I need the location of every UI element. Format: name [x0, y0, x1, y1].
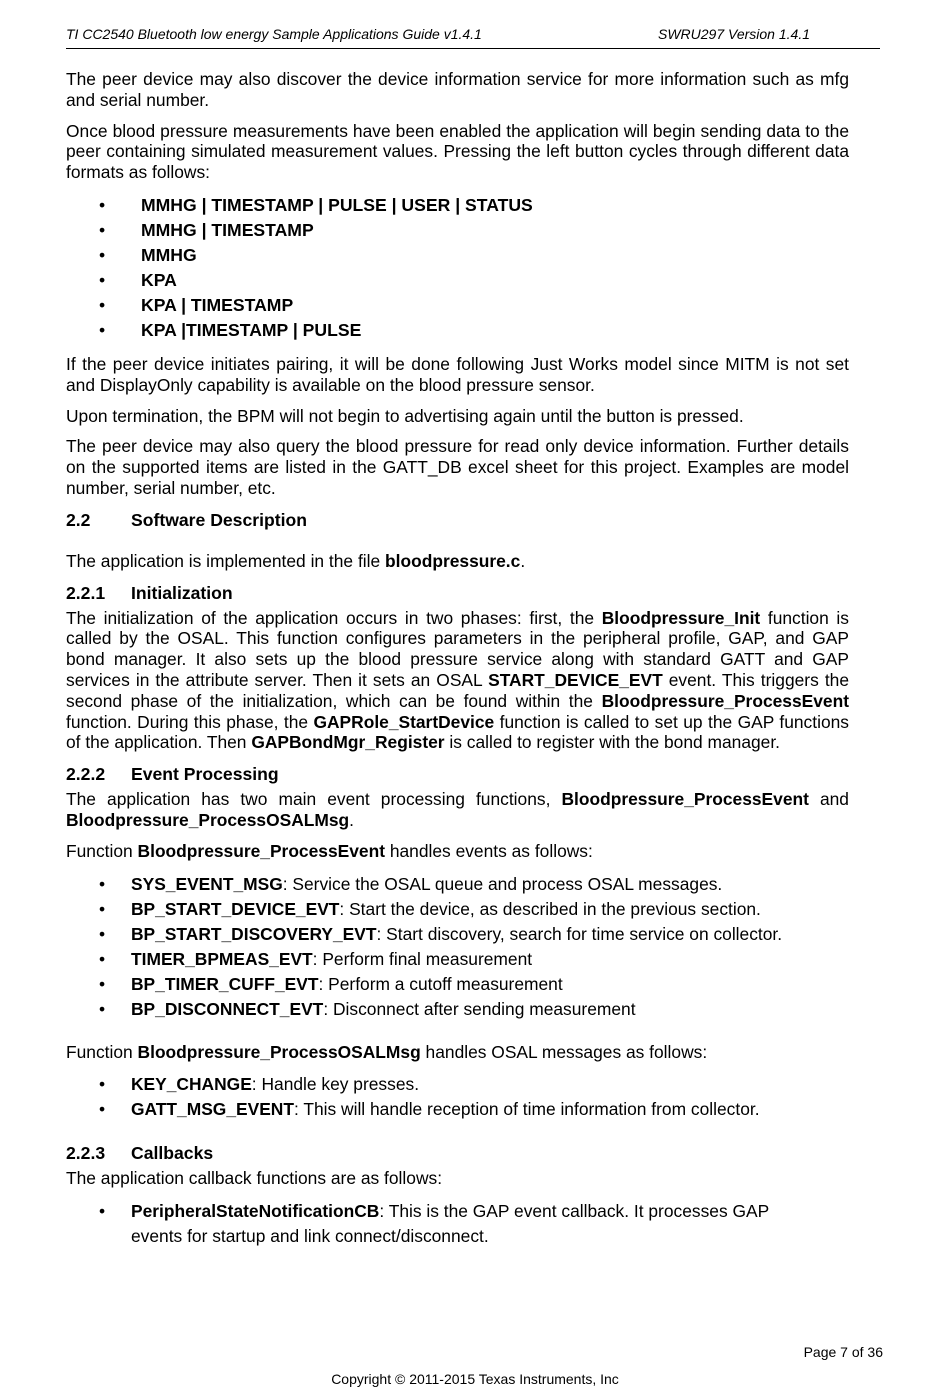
section-heading-callbacks — [66, 1142, 849, 1164]
section-number: 2.2 — [66, 509, 91, 530]
list-item: • MMHG | TIMESTAMP | PULSE | USER | STATUS — [66, 193, 849, 218]
list-item: • MMHG | TIMESTAMP — [66, 218, 849, 243]
header-title: TI CC2540 Bluetooth low energy Sample Applications Guide v1.4.1 — [66, 26, 482, 42]
paragraph-callbacks-intro: The application callback functions are as follows: — [66, 1168, 443, 1189]
paragraph-device-query: The peer device may also query the blood pressure for read only device information. Further details on the supported items are listed in the GATT_DB excel sheet for this project. Examples are model number, serial number, etc. — [66, 436, 849, 498]
list-item: • BP_TIMER_CUFF_EVT: Perform a cutoff measurement — [66, 972, 849, 997]
list-item: • KPA — [66, 268, 849, 293]
section-heading-event-processing — [66, 763, 849, 785]
running-header — [66, 26, 880, 49]
page-body — [66, 69, 849, 1259]
list-item: • PeripheralStateNotificationCB: This is the GAP event callback. It processes GAP events for startup and link connect/disconnect. — [66, 1199, 849, 1249]
paragraph-process-osal: Function Bloodpressure_ProcessOSALMsg handles OSAL messages as follows: — [66, 1041, 708, 1062]
section-number: 2.2.1 — [66, 582, 106, 603]
paragraph-termination: Upon termination, the BPM will not begin to advertising again until the button is pressed. — [66, 405, 744, 426]
list-item: • KEY_CHANGE: Handle key presses. — [66, 1072, 849, 1097]
list-item: • MMHG — [66, 243, 849, 268]
list-item: • TIMER_BPMEAS_EVT: Perform final measurement — [66, 947, 849, 972]
section-heading-software-description — [66, 509, 849, 531]
section-number: 2.2.2 — [66, 764, 106, 785]
file-name: bloodpressure.c — [385, 550, 521, 571]
list-item: • BP_DISCONNECT_EVT: Disconnect after sending measurement — [66, 997, 849, 1022]
paragraph-implementation: The application is implemented in the file bloodpressure.c. — [66, 550, 526, 571]
list-item: • KPA |TIMESTAMP | PULSE — [66, 318, 849, 343]
paragraph-pairing: If the peer device initiates pairing, it will be done following Just Works model since MITM is not set and DisplayOnly capability is available on the blood pressure sensor. — [66, 353, 849, 395]
paragraph-initialization: The initialization of the application occurs in two phases: first, the Bloodpressure_Init function is called by the OSAL. This function configures parameters in the peripheral profile, GAP, and GAP bond manager. It also sets up the blood pressure service along with standard GATT and GAP services in the attribute server. Then it sets an OSAL START_DEVICE_EVT event. This triggers the second phase of the initialization, which can be found within the Bloodpressure_ProcessEvent function. During this phase, the GAPRole_StartDevice function is called to set up the GAP functions of the application. Then GAPBondMgr_Register is called to register with the bond manager. — [66, 607, 850, 753]
section-heading-initialization — [66, 582, 849, 604]
copyright-notice: Copyright © 2011-2015 Texas Instruments, Inc — [331, 1371, 619, 1387]
paragraph-process-event: Function Bloodpressure_ProcessEvent handles events as follows: — [66, 840, 593, 861]
header-version: SWRU297 Version 1.4.1 — [658, 26, 810, 42]
section-number: 2.2.3 — [66, 1143, 106, 1164]
data-format-list — [66, 193, 849, 343]
paragraph-measurements: Once blood pressure measurements have been enabled the application will begin sending data to the peer containing simulated measurement values. Pressing the left button cycles through different data formats as follows: — [66, 120, 849, 183]
section-title: Callbacks — [131, 1143, 214, 1164]
list-item: • KPA | TIMESTAMP — [66, 293, 849, 318]
callback-list — [66, 1199, 849, 1249]
paragraph-event-functions: The application has two main event processing functions, Bloodpressure_ProcessEvent and Bloodpressure_ProcessOSALMsg. — [66, 789, 849, 830]
list-item: • BP_START_DEVICE_EVT: Start the device, as described in the previous section. — [66, 897, 849, 922]
list-item: • BP_START_DISCOVERY_EVT: Start discovery, search for time service on collector. — [66, 922, 849, 947]
section-title: Software Description — [131, 509, 307, 530]
list-item: • SYS_EVENT_MSG: Service the OSAL queue and process OSAL messages. — [66, 872, 849, 897]
page-number: Page 7 of 36 — [803, 1344, 883, 1360]
section-title: Initialization — [131, 582, 233, 603]
event-list — [66, 872, 849, 1022]
osal-message-list — [66, 1072, 849, 1122]
list-item: • GATT_MSG_EVENT: This will handle reception of time information from collector. — [66, 1097, 849, 1122]
section-title: Event Processing — [131, 764, 279, 785]
paragraph-device-info: The peer device may also discover the device information service for more information such as mfg and serial number. — [66, 69, 849, 110]
